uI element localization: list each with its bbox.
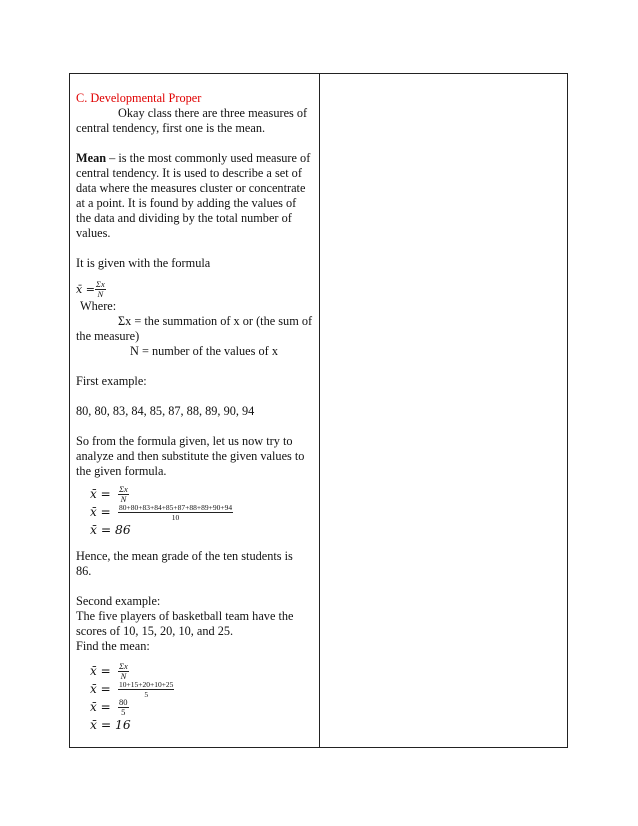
- example2-eq-4: x̄ = 16: [90, 717, 131, 732]
- intro-line-1: Okay class there are three measures of: [118, 106, 308, 120]
- mean-definition-line-1: Mean – is the most commonly used measure of: [76, 151, 311, 165]
- mean-definition-line-4: at a point. It is found by adding the values of: [76, 196, 297, 210]
- example2-eq-1: x̄ = $\frac{\Sigma x}{N}$: [90, 660, 128, 681]
- example2-equations: [76, 662, 314, 734]
- where-label: Where:: [80, 299, 117, 313]
- example2-text-1: The five players of basketball team have the: [76, 609, 294, 623]
- intro-line-2: central tendency, first one is the mean.: [76, 121, 266, 135]
- example2-text-3: Find the mean:: [76, 639, 150, 653]
- mean-term: Mean: [76, 151, 107, 165]
- section-heading: C. Developmental Proper: [76, 91, 202, 105]
- formula-fraction: [95, 280, 106, 299]
- lesson-content: [76, 91, 314, 734]
- example1-eq-2: x̄ = $\frac{80+80+83+84+85+87+88+89+90+94}{10}$: [90, 502, 233, 522]
- example1-text-1: So from the formula given, let us now try to: [76, 434, 293, 448]
- example1-eq-1: x̄ = $\frac{\Sigma x}{N}$: [90, 483, 128, 504]
- example1-equations: [76, 485, 314, 539]
- example1-text-2: analyze and then substitute the given values to: [76, 449, 305, 463]
- mean-definition-line-5: the data and dividing by the total number of: [76, 211, 292, 225]
- example1-values: 80, 80, 83, 84, 85, 87, 88, 89, 90, 94: [76, 404, 255, 418]
- teacher-activity-cell: [70, 74, 320, 747]
- where-n-line: N = number of the values of x: [130, 344, 278, 358]
- example2-label: Second example:: [76, 594, 161, 608]
- formula-denominator: N: [97, 288, 104, 299]
- mean-definition-line-6: values.: [76, 226, 111, 240]
- example1-text-3: the given formula.: [76, 464, 167, 478]
- mean-formula: [76, 279, 314, 299]
- example1-label: First example:: [76, 374, 147, 388]
- example2-text-2: scores of 10, 15, 20, 10, and 25.: [76, 624, 234, 638]
- formula-lhs: x̄ =: [76, 282, 95, 296]
- where-sigma-line-1: Σx = the summation of x or (the sum of: [118, 314, 313, 328]
- where-sigma-line-2: the measure): [76, 329, 140, 343]
- example1-eq-3: x̄ = 86: [90, 522, 131, 537]
- mean-definition-line-3: data where the measures cluster or concentrate: [76, 181, 306, 195]
- example2-eq-3: x̄ = $\frac{80}{5}$: [90, 696, 128, 717]
- formula-intro: It is given with the formula: [76, 256, 211, 270]
- example1-conclusion-1: Hence, the mean grade of the ten students is: [76, 549, 293, 563]
- lesson-table: [69, 73, 568, 748]
- mean-definition-line-2: central tendency. It is used to describe a set of: [76, 166, 302, 180]
- example1-conclusion-2: 86.: [76, 564, 92, 578]
- student-activity-cell: [320, 74, 567, 747]
- formula-numerator: Σx: [95, 278, 105, 289]
- example2-eq-2: x̄ = $\frac{10+15+20+10+25}{5}$: [90, 679, 174, 699]
